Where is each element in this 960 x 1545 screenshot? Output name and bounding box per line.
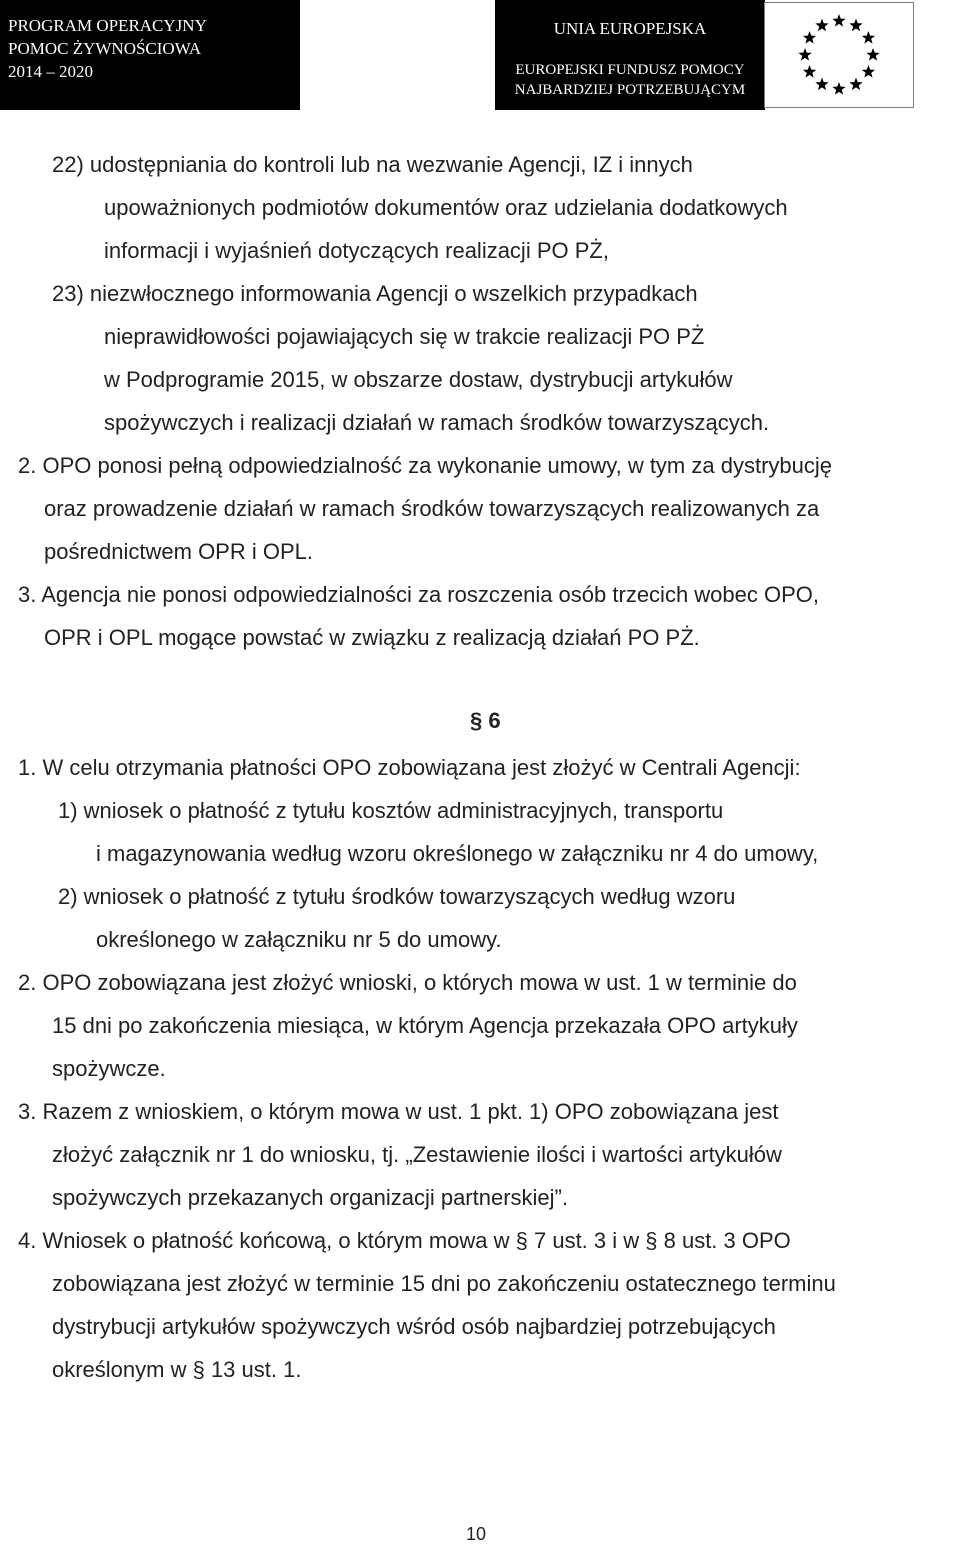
eu-flag-icon	[764, 2, 914, 108]
flag-star-icon	[803, 65, 816, 78]
s6-point-3-line-3: spożywczych przekazanych organizacji partnerskiej”.	[52, 1185, 568, 1210]
program-title-line-2: POMOC ŻYWNOŚCIOWA	[8, 39, 202, 58]
s6-point-4-line-2: zobowiązana jest złożyć w terminie 15 dni po zakończeniu ostatecznego terminu	[52, 1271, 836, 1296]
s6-item-2-line-1: 2) wniosek o płatność z tytułu środków towarzyszących według wzoru	[58, 884, 736, 909]
flag-star-icon	[832, 14, 845, 27]
s6-point-3-line-1: 3. Razem z wnioskiem, o którym mowa w ust. 1 pkt. 1) OPO zobowiązana jest	[18, 1099, 779, 1124]
point-2-line-3: pośrednictwem OPR i OPL.	[44, 539, 313, 564]
flag-star-icon	[849, 77, 862, 90]
s6-item-1-line-2: i magazynowania według wzoru określonego w załączniku nr 4 do umowy,	[96, 841, 819, 866]
s6-point-2-line-2: 15 dni po zakończenia miesiąca, w którym Agencja przekazała OPO artykuły	[52, 1013, 798, 1038]
flag-star-icon	[849, 19, 862, 32]
program-logo-block	[0, 0, 300, 110]
eu-fund-line-2: NAJBARDZIEJ POTRZEBUJĄCYM	[514, 82, 746, 98]
clause-23-line-4: spożywczych i realizacji działań w ramach środków towarzyszących.	[104, 410, 770, 435]
point-2-line-2: oraz prowadzenie działań w ramach środków towarzyszących realizowanych za	[44, 496, 820, 521]
flag-star-icon	[798, 48, 811, 61]
eu-title: UNIA EUROPEJSKA	[553, 19, 707, 38]
s6-point-4-line-4: określonym w § 13 ust. 1.	[52, 1357, 302, 1382]
s6-item-1-line-1: 1) wniosek o płatność z tytułu kosztów administracyjnych, transportu	[58, 798, 724, 823]
clause-23-line-1: 23) niezwłocznego informowania Agencji o wszelkich przypadkach	[52, 281, 698, 306]
flag-star-icon	[862, 31, 875, 44]
s6-item-2-line-2: określonego w załączniku nr 5 do umowy.	[96, 927, 502, 952]
point-3-line-2: OPR i OPL mogące powstać w związku z realizacją działań PO PŻ.	[44, 625, 700, 650]
eu-stars-icon	[765, 3, 913, 107]
s6-point-2-line-3: spożywcze.	[52, 1056, 166, 1081]
clause-22-line-1: 22) udostępniania do kontroli lub na wezwanie Agencji, IZ i innych	[52, 152, 693, 177]
program-title-line-1: PROGRAM OPERACYJNY	[8, 16, 207, 35]
section-heading: § 6	[470, 708, 501, 733]
flag-star-icon	[803, 31, 816, 44]
s6-point-2-line-1: 2. OPO zobowiązana jest złożyć wnioski, o których mowa w ust. 1 w terminie do	[18, 970, 797, 995]
clause-23-line-3: w Podprogramie 2015, w obszarze dostaw, dystrybucji artykułów	[104, 367, 733, 392]
point-2-line-1: 2. OPO ponosi pełną odpowiedzialność za wykonanie umowy, w tym za dystrybucję	[18, 453, 832, 478]
eu-fund-block	[495, 0, 765, 110]
clause-22-line-2: upoważnionych podmiotów dokumentów oraz udzielania dodatkowych	[104, 195, 788, 220]
s6-point-3-line-2: złożyć załącznik nr 1 do wniosku, tj. „Zestawienie ilości i wartości artykułów	[52, 1142, 782, 1167]
s6-point-1: 1. W celu otrzymania płatności OPO zobowiązana jest złożyć w Centrali Agencji:	[18, 755, 801, 780]
s6-point-4-line-1: 4. Wniosek o płatność końcową, o którym mowa w § 7 ust. 3 i w § 8 ust. 3 OPO	[18, 1228, 791, 1253]
clause-23-line-2: nieprawidłowości pojawiających się w trakcie realizacji PO PŻ	[104, 324, 705, 349]
flag-star-icon	[815, 77, 828, 90]
program-years: 2014 – 2020	[8, 62, 93, 81]
flag-star-icon	[832, 82, 845, 95]
flag-star-icon	[866, 48, 879, 61]
flag-star-icon	[862, 65, 875, 78]
eu-fund-line-1: EUROPEJSKI FUNDUSZ POMOCY	[515, 62, 745, 78]
eu-fund-name	[495, 60, 765, 100]
page-number: 10	[466, 1524, 487, 1544]
clause-22-line-3: informacji i wyjaśnień dotyczących realizacji PO PŻ,	[104, 238, 609, 263]
point-3-line-1: 3. Agencja nie ponosi odpowiedzialności za roszczenia osób trzecich wobec OPO,	[18, 582, 820, 607]
s6-point-4-line-3: dystrybucji artykułów spożywczych wśród osób najbardziej potrzebujących	[52, 1314, 776, 1339]
flag-star-icon	[815, 19, 828, 32]
